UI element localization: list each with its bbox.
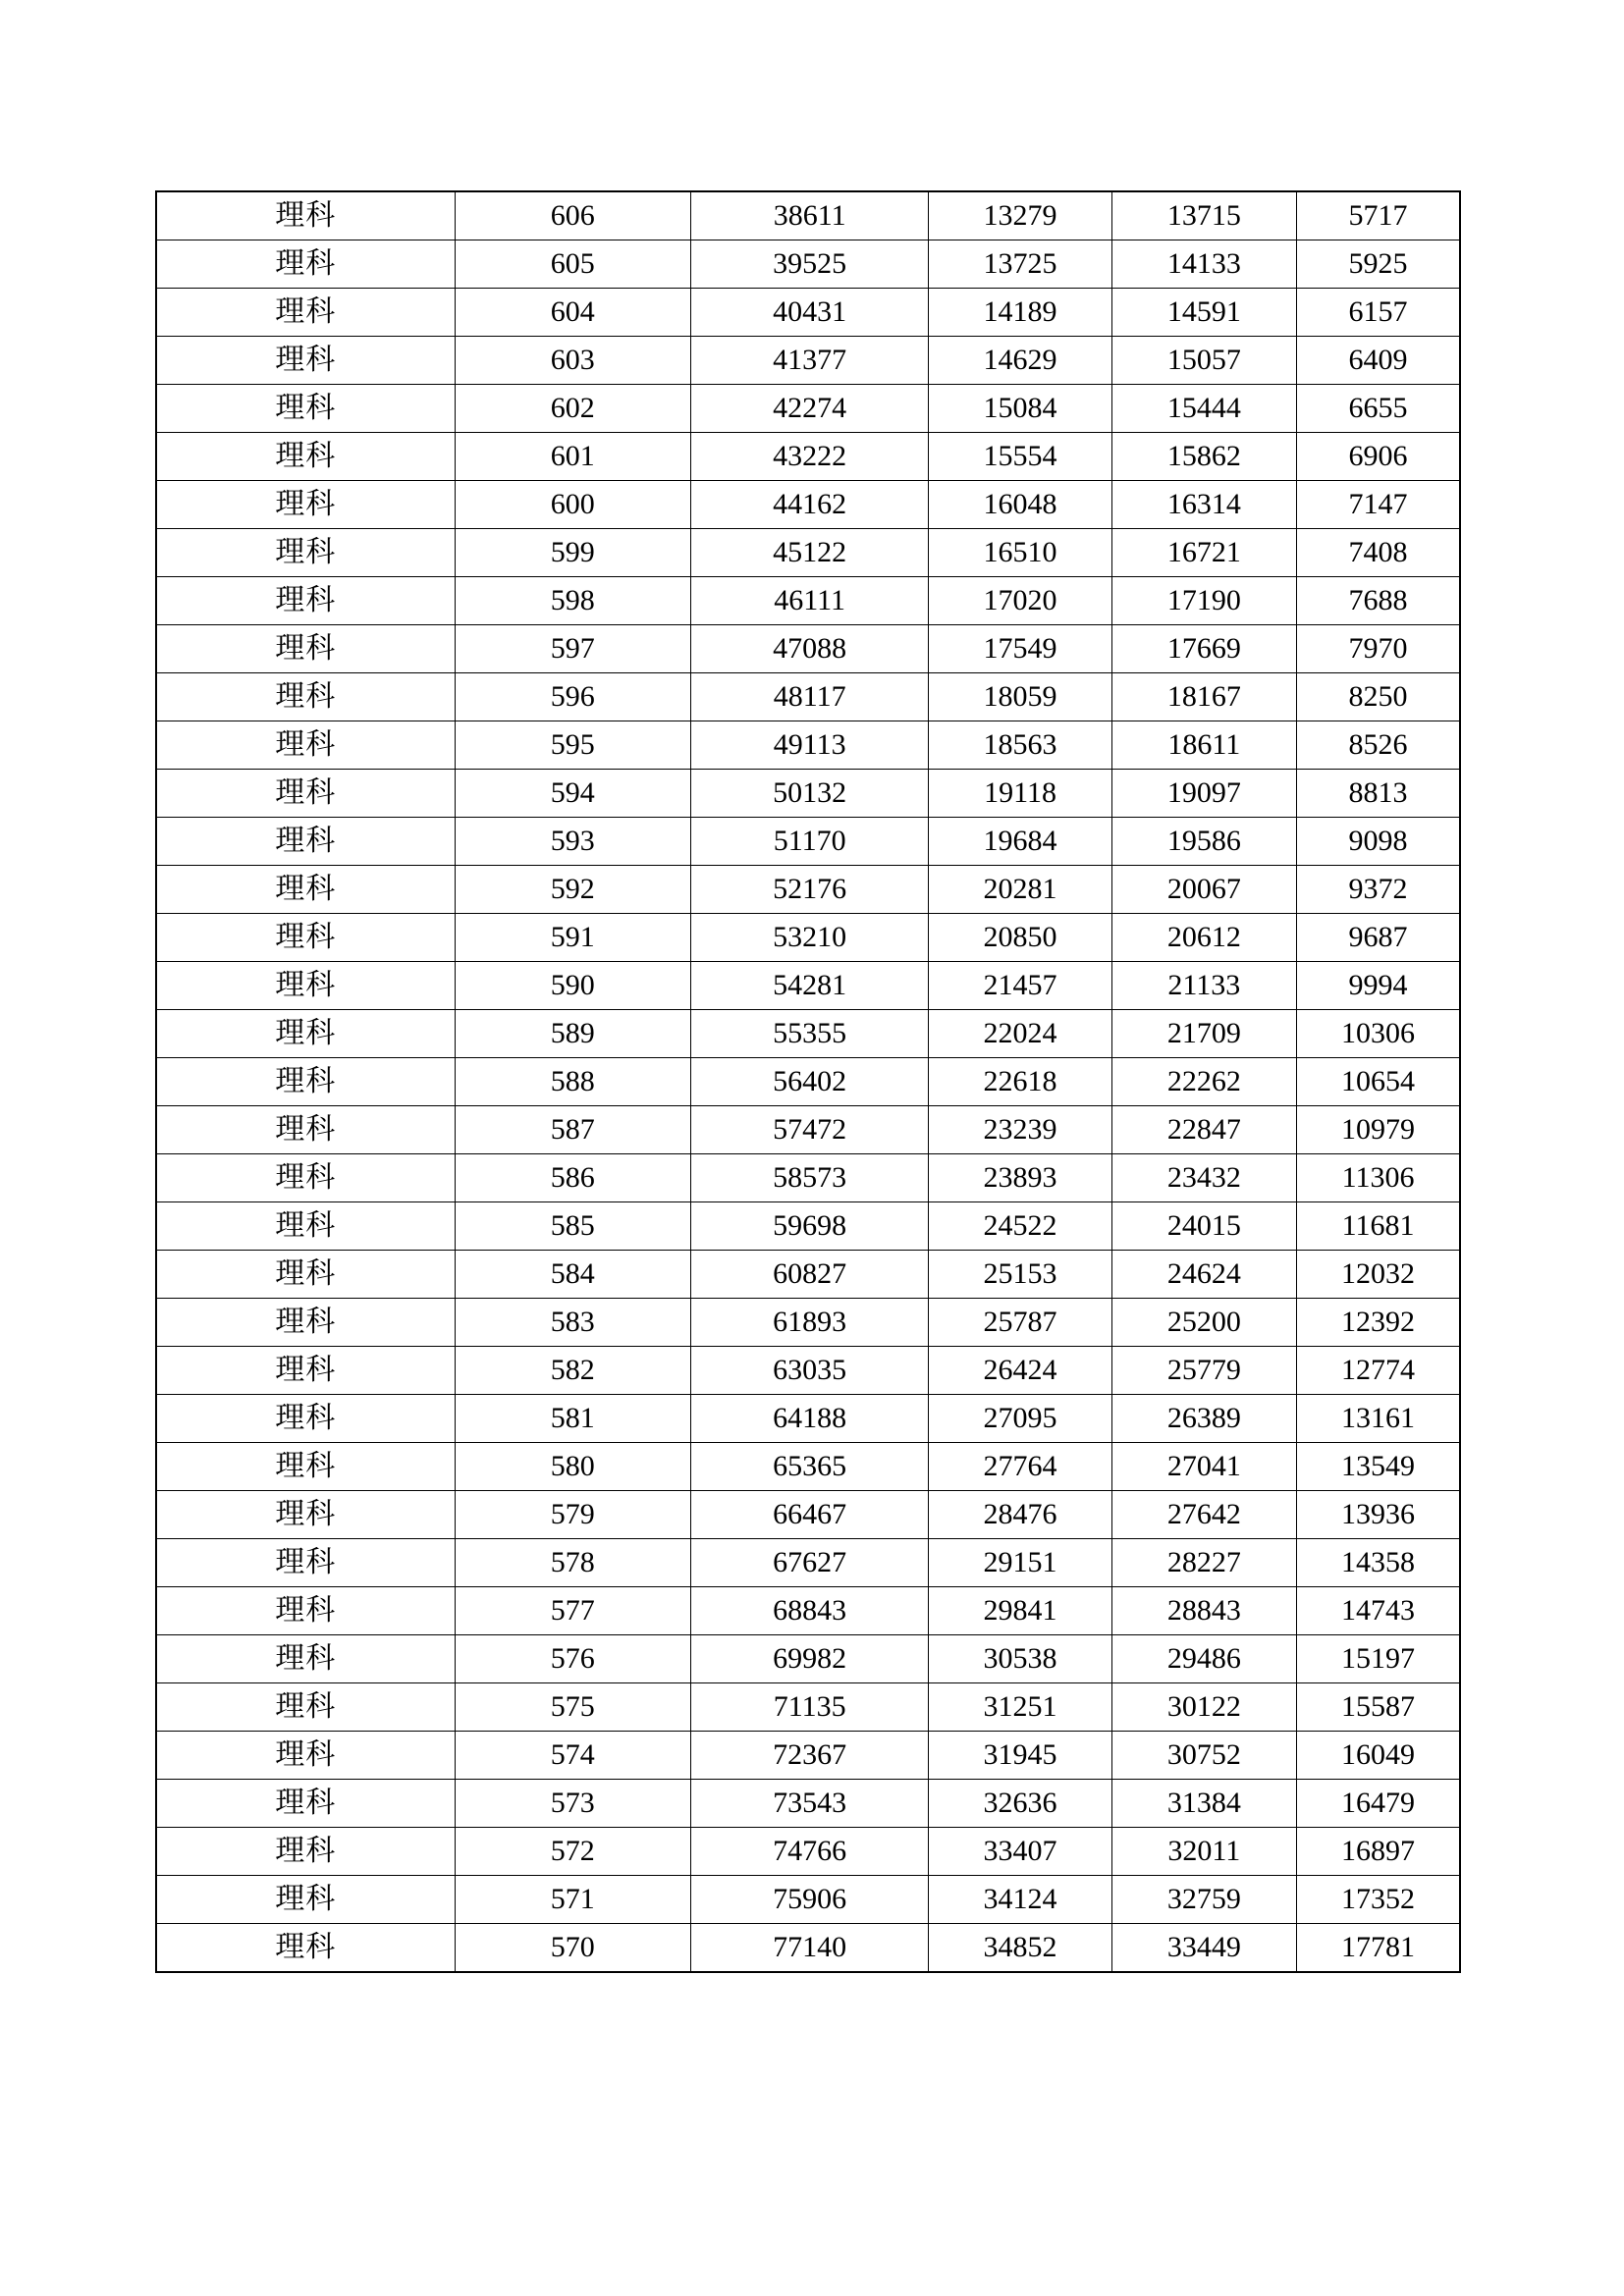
cell-score: 573	[455, 1780, 690, 1828]
table-row	[156, 1635, 1460, 1683]
cell-cumulative: 77140	[690, 1924, 929, 1973]
cell-cumulative: 51170	[690, 818, 929, 866]
cell-col6: 9098	[1297, 818, 1460, 866]
cell-col5: 21709	[1111, 1010, 1296, 1058]
cell-cumulative: 45122	[690, 529, 929, 577]
cell-col4: 31945	[929, 1732, 1111, 1780]
cell-col6: 7688	[1297, 577, 1460, 625]
table-body	[156, 191, 1460, 1972]
cell-cumulative: 73543	[690, 1780, 929, 1828]
cell-col6: 7408	[1297, 529, 1460, 577]
table-row	[156, 625, 1460, 673]
table-row	[156, 1587, 1460, 1635]
cell-col4: 32636	[929, 1780, 1111, 1828]
cell-score: 577	[455, 1587, 690, 1635]
table-row	[156, 337, 1460, 385]
cell-cumulative: 42274	[690, 385, 929, 433]
cell-col5: 32759	[1111, 1876, 1296, 1924]
cell-col6: 16049	[1297, 1732, 1460, 1780]
cell-col4: 21457	[929, 962, 1111, 1010]
cell-subject: 理科	[156, 1347, 455, 1395]
table-row	[156, 770, 1460, 818]
cell-cumulative: 49113	[690, 721, 929, 770]
cell-subject: 理科	[156, 770, 455, 818]
cell-col5: 30122	[1111, 1683, 1296, 1732]
cell-subject: 理科	[156, 866, 455, 914]
cell-subject: 理科	[156, 191, 455, 240]
cell-subject: 理科	[156, 1251, 455, 1299]
cell-score: 597	[455, 625, 690, 673]
cell-col6: 12392	[1297, 1299, 1460, 1347]
cell-cumulative: 57472	[690, 1106, 929, 1154]
cell-score: 586	[455, 1154, 690, 1202]
cell-cumulative: 66467	[690, 1491, 929, 1539]
cell-col6: 9994	[1297, 962, 1460, 1010]
cell-col6: 10979	[1297, 1106, 1460, 1154]
cell-score: 593	[455, 818, 690, 866]
cell-col5: 15444	[1111, 385, 1296, 433]
cell-subject: 理科	[156, 1828, 455, 1876]
cell-col6: 8526	[1297, 721, 1460, 770]
cell-col6: 5717	[1297, 191, 1460, 240]
cell-score: 574	[455, 1732, 690, 1780]
cell-col4: 23893	[929, 1154, 1111, 1202]
cell-col4: 13725	[929, 240, 1111, 289]
cell-cumulative: 55355	[690, 1010, 929, 1058]
cell-score: 579	[455, 1491, 690, 1539]
cell-col5: 19097	[1111, 770, 1296, 818]
cell-col6: 11306	[1297, 1154, 1460, 1202]
cell-col6: 7970	[1297, 625, 1460, 673]
cell-col6: 15587	[1297, 1683, 1460, 1732]
table-row	[156, 1539, 1460, 1587]
cell-col4: 28476	[929, 1491, 1111, 1539]
cell-col6: 16897	[1297, 1828, 1460, 1876]
cell-col6: 10654	[1297, 1058, 1460, 1106]
cell-col4: 17020	[929, 577, 1111, 625]
cell-col4: 29151	[929, 1539, 1111, 1587]
cell-col4: 26424	[929, 1347, 1111, 1395]
cell-cumulative: 69982	[690, 1635, 929, 1683]
cell-col6: 6157	[1297, 289, 1460, 337]
cell-col6: 6409	[1297, 337, 1460, 385]
cell-cumulative: 61893	[690, 1299, 929, 1347]
table-row	[156, 1347, 1460, 1395]
table-row	[156, 1828, 1460, 1876]
cell-col4: 13279	[929, 191, 1111, 240]
cell-col5: 15862	[1111, 433, 1296, 481]
cell-col6: 5925	[1297, 240, 1460, 289]
cell-score: 606	[455, 191, 690, 240]
cell-col6: 8813	[1297, 770, 1460, 818]
cell-col4: 30538	[929, 1635, 1111, 1683]
cell-col5: 26389	[1111, 1395, 1296, 1443]
cell-score: 575	[455, 1683, 690, 1732]
cell-col5: 28227	[1111, 1539, 1296, 1587]
cell-col4: 14189	[929, 289, 1111, 337]
score-table-container	[155, 190, 1461, 1973]
cell-subject: 理科	[156, 1202, 455, 1251]
cell-subject: 理科	[156, 1587, 455, 1635]
cell-subject: 理科	[156, 1924, 455, 1973]
cell-score: 591	[455, 914, 690, 962]
cell-col4: 25787	[929, 1299, 1111, 1347]
cell-score: 594	[455, 770, 690, 818]
cell-col6: 13161	[1297, 1395, 1460, 1443]
cell-col5: 17190	[1111, 577, 1296, 625]
table-row	[156, 1154, 1460, 1202]
cell-col4: 22618	[929, 1058, 1111, 1106]
cell-score: 604	[455, 289, 690, 337]
table-row	[156, 1683, 1460, 1732]
cell-subject: 理科	[156, 240, 455, 289]
table-row	[156, 1106, 1460, 1154]
cell-score: 581	[455, 1395, 690, 1443]
table-row	[156, 289, 1460, 337]
cell-col4: 14629	[929, 337, 1111, 385]
cell-col5: 22847	[1111, 1106, 1296, 1154]
cell-col6: 17352	[1297, 1876, 1460, 1924]
cell-cumulative: 44162	[690, 481, 929, 529]
cell-col6: 10306	[1297, 1010, 1460, 1058]
cell-col5: 23432	[1111, 1154, 1296, 1202]
cell-score: 570	[455, 1924, 690, 1973]
cell-col5: 24624	[1111, 1251, 1296, 1299]
cell-subject: 理科	[156, 673, 455, 721]
cell-score: 599	[455, 529, 690, 577]
cell-col6: 15197	[1297, 1635, 1460, 1683]
cell-col6: 9372	[1297, 866, 1460, 914]
cell-score: 605	[455, 240, 690, 289]
cell-score: 572	[455, 1828, 690, 1876]
cell-cumulative: 58573	[690, 1154, 929, 1202]
cell-subject: 理科	[156, 962, 455, 1010]
cell-col6: 6655	[1297, 385, 1460, 433]
cell-col4: 16510	[929, 529, 1111, 577]
cell-subject: 理科	[156, 529, 455, 577]
cell-col4: 20850	[929, 914, 1111, 962]
cell-col5: 20067	[1111, 866, 1296, 914]
cell-col4: 33407	[929, 1828, 1111, 1876]
table-row	[156, 1395, 1460, 1443]
cell-cumulative: 50132	[690, 770, 929, 818]
cell-score: 590	[455, 962, 690, 1010]
table-row	[156, 1202, 1460, 1251]
score-distribution-table	[155, 190, 1461, 1973]
cell-score: 578	[455, 1539, 690, 1587]
cell-score: 576	[455, 1635, 690, 1683]
table-row	[156, 1010, 1460, 1058]
table-row	[156, 1780, 1460, 1828]
cell-subject: 理科	[156, 1683, 455, 1732]
cell-col6: 7147	[1297, 481, 1460, 529]
cell-col5: 21133	[1111, 962, 1296, 1010]
cell-col4: 25153	[929, 1251, 1111, 1299]
table-row	[156, 240, 1460, 289]
cell-score: 602	[455, 385, 690, 433]
cell-col5: 25200	[1111, 1299, 1296, 1347]
cell-subject: 理科	[156, 577, 455, 625]
table-row	[156, 1876, 1460, 1924]
cell-subject: 理科	[156, 1443, 455, 1491]
table-row	[156, 673, 1460, 721]
cell-subject: 理科	[156, 481, 455, 529]
cell-col4: 17549	[929, 625, 1111, 673]
cell-col5: 27041	[1111, 1443, 1296, 1491]
table-row	[156, 1924, 1460, 1973]
cell-subject: 理科	[156, 1635, 455, 1683]
cell-col5: 30752	[1111, 1732, 1296, 1780]
cell-score: 580	[455, 1443, 690, 1491]
cell-col4: 27095	[929, 1395, 1111, 1443]
cell-cumulative: 64188	[690, 1395, 929, 1443]
cell-col4: 20281	[929, 866, 1111, 914]
cell-cumulative: 63035	[690, 1347, 929, 1395]
cell-subject: 理科	[156, 914, 455, 962]
cell-cumulative: 53210	[690, 914, 929, 962]
cell-subject: 理科	[156, 1539, 455, 1587]
cell-subject: 理科	[156, 1299, 455, 1347]
cell-score: 603	[455, 337, 690, 385]
cell-subject: 理科	[156, 385, 455, 433]
cell-col4: 16048	[929, 481, 1111, 529]
cell-subject: 理科	[156, 1395, 455, 1443]
cell-col4: 34124	[929, 1876, 1111, 1924]
cell-col5: 15057	[1111, 337, 1296, 385]
cell-score: 587	[455, 1106, 690, 1154]
cell-cumulative: 46111	[690, 577, 929, 625]
cell-cumulative: 71135	[690, 1683, 929, 1732]
cell-cumulative: 41377	[690, 337, 929, 385]
cell-col5: 27642	[1111, 1491, 1296, 1539]
cell-col5: 31384	[1111, 1780, 1296, 1828]
cell-subject: 理科	[156, 1010, 455, 1058]
cell-col6: 11681	[1297, 1202, 1460, 1251]
table-row	[156, 1251, 1460, 1299]
cell-col6: 13549	[1297, 1443, 1460, 1491]
cell-cumulative: 43222	[690, 433, 929, 481]
cell-col4: 31251	[929, 1683, 1111, 1732]
cell-score: 584	[455, 1251, 690, 1299]
cell-score: 600	[455, 481, 690, 529]
cell-score: 585	[455, 1202, 690, 1251]
cell-col5: 32011	[1111, 1828, 1296, 1876]
cell-subject: 理科	[156, 1058, 455, 1106]
cell-col4: 19118	[929, 770, 1111, 818]
cell-col5: 14133	[1111, 240, 1296, 289]
cell-cumulative: 52176	[690, 866, 929, 914]
cell-col5: 25779	[1111, 1347, 1296, 1395]
cell-cumulative: 68843	[690, 1587, 929, 1635]
table-row	[156, 191, 1460, 240]
cell-cumulative: 75906	[690, 1876, 929, 1924]
cell-subject: 理科	[156, 1154, 455, 1202]
cell-cumulative: 54281	[690, 962, 929, 1010]
cell-cumulative: 60827	[690, 1251, 929, 1299]
cell-col6: 9687	[1297, 914, 1460, 962]
cell-col4: 19684	[929, 818, 1111, 866]
cell-subject: 理科	[156, 337, 455, 385]
table-row	[156, 1732, 1460, 1780]
cell-col5: 13715	[1111, 191, 1296, 240]
cell-col5: 17669	[1111, 625, 1296, 673]
cell-col4: 23239	[929, 1106, 1111, 1154]
table-row	[156, 1299, 1460, 1347]
cell-col6: 14358	[1297, 1539, 1460, 1587]
cell-score: 601	[455, 433, 690, 481]
cell-score: 598	[455, 577, 690, 625]
cell-score: 595	[455, 721, 690, 770]
cell-subject: 理科	[156, 721, 455, 770]
cell-col5: 28843	[1111, 1587, 1296, 1635]
cell-subject: 理科	[156, 818, 455, 866]
cell-cumulative: 65365	[690, 1443, 929, 1491]
cell-col4: 27764	[929, 1443, 1111, 1491]
cell-col6: 17781	[1297, 1924, 1460, 1973]
table-row	[156, 1491, 1460, 1539]
cell-col6: 14743	[1297, 1587, 1460, 1635]
cell-col4: 34852	[929, 1924, 1111, 1973]
cell-subject: 理科	[156, 1106, 455, 1154]
cell-cumulative: 67627	[690, 1539, 929, 1587]
table-row	[156, 1058, 1460, 1106]
cell-col6: 16479	[1297, 1780, 1460, 1828]
table-row	[156, 721, 1460, 770]
cell-cumulative: 47088	[690, 625, 929, 673]
cell-subject: 理科	[156, 1491, 455, 1539]
cell-col6: 6906	[1297, 433, 1460, 481]
cell-col5: 22262	[1111, 1058, 1296, 1106]
cell-col5: 16721	[1111, 529, 1296, 577]
cell-col4: 15554	[929, 433, 1111, 481]
table-row	[156, 481, 1460, 529]
cell-col5: 14591	[1111, 289, 1296, 337]
table-row	[156, 866, 1460, 914]
cell-score: 571	[455, 1876, 690, 1924]
cell-col5: 19586	[1111, 818, 1296, 866]
cell-col4: 18563	[929, 721, 1111, 770]
table-row	[156, 433, 1460, 481]
table-row	[156, 385, 1460, 433]
cell-cumulative: 39525	[690, 240, 929, 289]
table-row	[156, 962, 1460, 1010]
table-row	[156, 577, 1460, 625]
cell-score: 582	[455, 1347, 690, 1395]
cell-cumulative: 38611	[690, 191, 929, 240]
cell-col5: 20612	[1111, 914, 1296, 962]
cell-score: 589	[455, 1010, 690, 1058]
cell-score: 596	[455, 673, 690, 721]
cell-cumulative: 74766	[690, 1828, 929, 1876]
cell-col6: 8250	[1297, 673, 1460, 721]
cell-subject: 理科	[156, 433, 455, 481]
cell-score: 592	[455, 866, 690, 914]
cell-subject: 理科	[156, 1780, 455, 1828]
cell-col4: 18059	[929, 673, 1111, 721]
cell-col5: 33449	[1111, 1924, 1296, 1973]
cell-col4: 22024	[929, 1010, 1111, 1058]
table-row	[156, 529, 1460, 577]
cell-col4: 29841	[929, 1587, 1111, 1635]
cell-col5: 18167	[1111, 673, 1296, 721]
cell-score: 583	[455, 1299, 690, 1347]
cell-cumulative: 59698	[690, 1202, 929, 1251]
cell-col4: 15084	[929, 385, 1111, 433]
table-row	[156, 1443, 1460, 1491]
cell-score: 588	[455, 1058, 690, 1106]
cell-cumulative: 72367	[690, 1732, 929, 1780]
cell-col5: 18611	[1111, 721, 1296, 770]
cell-subject: 理科	[156, 1732, 455, 1780]
cell-col5: 29486	[1111, 1635, 1296, 1683]
cell-cumulative: 48117	[690, 673, 929, 721]
cell-col6: 12032	[1297, 1251, 1460, 1299]
cell-col6: 13936	[1297, 1491, 1460, 1539]
cell-cumulative: 56402	[690, 1058, 929, 1106]
cell-col6: 12774	[1297, 1347, 1460, 1395]
table-row	[156, 818, 1460, 866]
cell-subject: 理科	[156, 625, 455, 673]
cell-col4: 24522	[929, 1202, 1111, 1251]
cell-cumulative: 40431	[690, 289, 929, 337]
cell-col5: 24015	[1111, 1202, 1296, 1251]
table-row	[156, 914, 1460, 962]
cell-subject: 理科	[156, 1876, 455, 1924]
cell-subject: 理科	[156, 289, 455, 337]
cell-col5: 16314	[1111, 481, 1296, 529]
